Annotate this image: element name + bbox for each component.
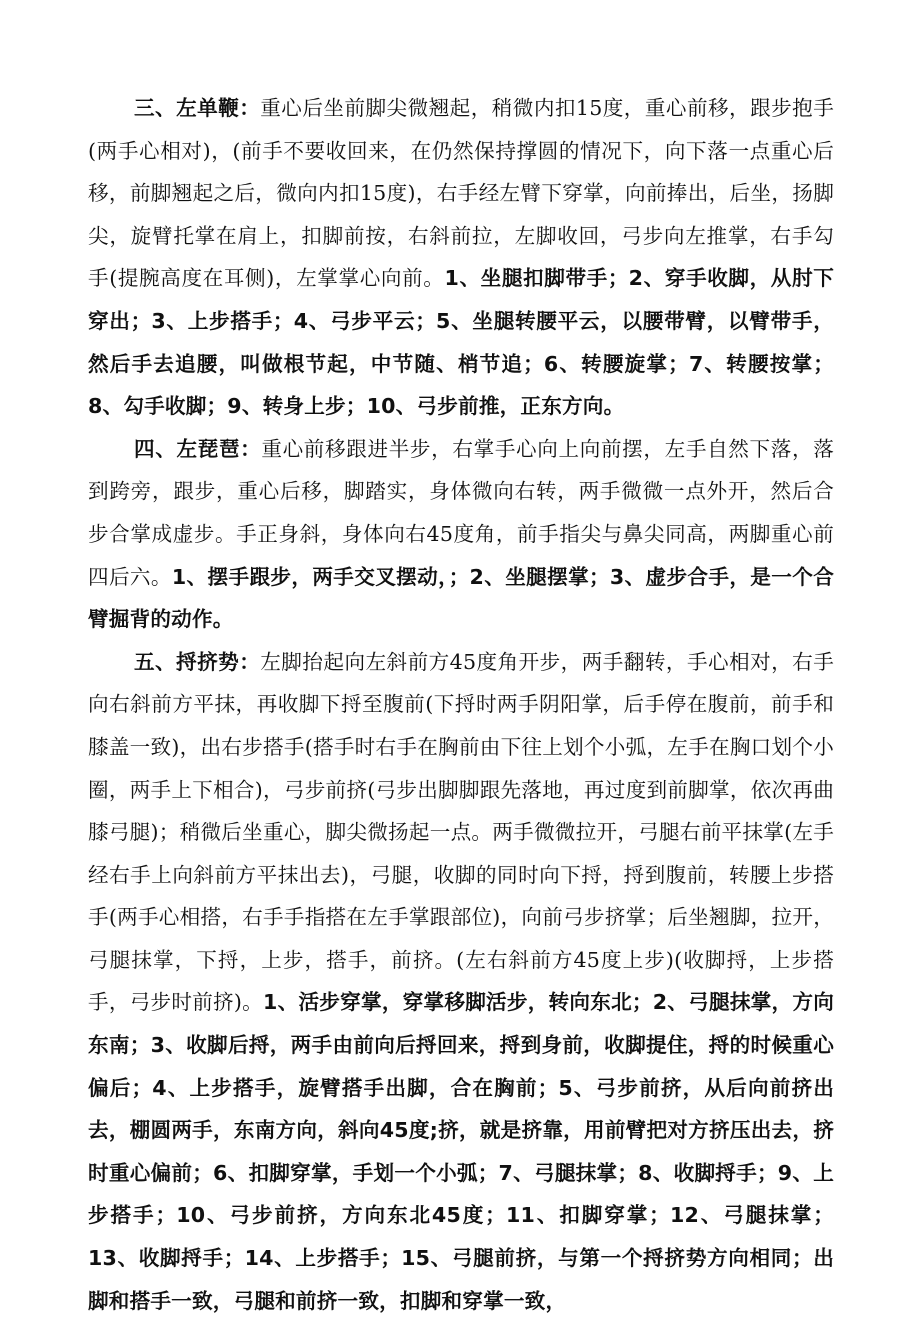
section-heading: 四、左琵琶： [134,436,262,461]
section-body: 左脚抬起向左斜前方45度角开步，两手翻转，手心相对，右手向右斜前方平抹，再收脚下捋至腹前(下捋时两手阴阳掌，后手停在腹前，前手和膝盖一致)，出右步搭手(搭手时右手在胸前由下往上划个小弧，左手在胸口划个小圈，两手上下相合)，弓步前挤(弓步出脚脚跟先落地，再过度到前脚掌，依次再曲膝弓腿)；稍微后坐重心，脚尖微扬起一点。两手微微拉开，弓腿右前平抹掌(左手经右手上向斜前方平抹出去)，弓腿，收脚的同时向下捋，捋到腹前，转腰上步搭手(两手心相搭，右手手指搭在左手掌跟部位)，向前弓步挤掌；后坐翘脚，拉开，弓腿抹掌，下捋，上步，搭手，前挤。(左右斜前方45度上步)(收脚捋，上步搭手，弓步时前挤)。 [88,649,834,1015]
section-heading: 三、左单鞭： [134,96,261,120]
section-steps: 1、摆手跟步，两手交叉摆动，；2、坐腿摆掌；3、虚步合手，是一个合臂掘背的动作。 [88,564,834,632]
section-heading: 五、捋挤势： [134,649,261,674]
paragraph-left-pipa [88,429,834,642]
section-steps: 1、坐腿扣脚带手；2、穿手收脚，从肘下穿出；3、上步搭手；4、弓步平云；5、坐腿转腰平云，以腰带臂，以臂带手，然后手去追腰，叫做根节起，中节随、梢节追；6、转腰旋掌；7、转腰按掌；8、勾手收脚；9、转身上步；10、弓步前推，正东方向。 [88,266,834,419]
document-page [88,88,834,1323]
section-steps: 1、活步穿掌，穿掌移脚活步，转向东北；2、弓腿抹掌，方向东南；3、收脚后捋，两手由前向后捋回来，捋到身前，收脚提住，捋的时候重心偏后；4、上步搭手，旋臂搭手出脚，合在胸前；5、弓步前挤，从后向前挤出去，棚圆两手，东南方向，斜向45度;挤，就是挤靠，用前臂把对方挤压出去，挤时重心偏前；6、扣脚穿掌，手划一个小弧；7、弓腿抹掌；8、收脚捋手；9、上步搭手；10、弓步前挤，方向东北45度；11、扣脚穿掌；12、弓腿抹掌；13、收脚捋手；14、上步搭手；15、弓腿前挤，与第一个捋挤势方向相同；出脚和搭手一致，弓腿和前挤一致，扣脚和穿掌一致， [88,990,834,1313]
paragraph-roll-back-press [88,642,834,1323]
section-body: 重心前移跟进半步，右掌手心向上向前摆，左手自然下落，落到跨旁，跟步，重心后移，脚踏实，身体微向右转，两手微微一点外开，然后合步合掌成虚步。手正身斜，身体向右45度角，前手指尖与鼻尖同高，两脚重心前四后六。 [88,436,834,589]
paragraph-left-single-whip [88,88,834,429]
section-body: 重心后坐前脚尖微翘起，稍微内扣15度，重心前移，跟步抱手(两手心相对)，(前手不要收回来，在仍然保持撑圆的情况下，向下落一点重心后移，前脚翘起之后，微向内扣15度)，右手经左臂下穿掌，向前捧出，后坐，扬脚尖，旋臂托掌在肩上，扣脚前按，右斜前拉，左脚收回，弓步向左推掌，右手勾手(提腕高度在耳侧)，左掌掌心向前。 [88,96,834,291]
